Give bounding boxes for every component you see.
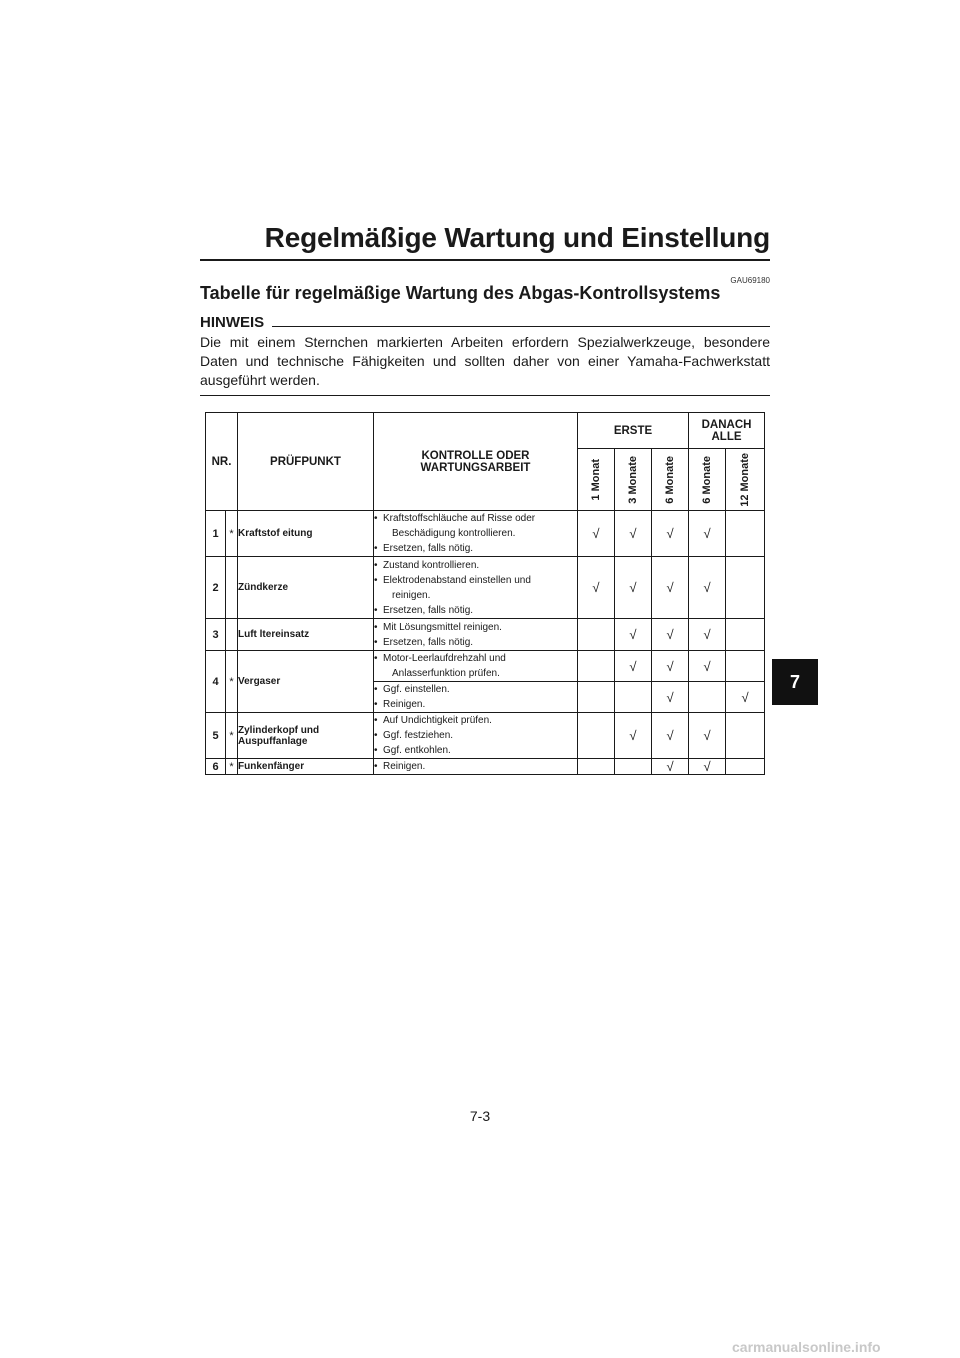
row-item: Zündkerze	[238, 557, 374, 619]
special-tool-mark	[226, 557, 238, 619]
task-item: • Motor-Leerlaufdrehzahl und Anlasserfunktion prüfen.	[374, 651, 577, 681]
table-row	[206, 713, 765, 759]
check-mark: √	[689, 557, 726, 619]
chapter-tab: 7	[772, 659, 818, 705]
header-interval-3: 6 Monate	[652, 449, 689, 511]
table-row	[206, 557, 765, 619]
check-mark: √	[615, 713, 652, 759]
row-number: 5	[206, 713, 226, 759]
row-number: 1	[206, 511, 226, 557]
table-row	[206, 651, 765, 682]
task-item: • Mit Lösungsmittel reinigen.	[374, 620, 577, 635]
task-item: • Kraftstoffschläuche auf Risse oder Beschädigung kontrollieren.	[374, 511, 577, 541]
header-interval-2: 3 Monate	[615, 449, 652, 511]
watermark: carmanualsonline.info	[732, 1339, 881, 1355]
row-item: Funkenfänger	[238, 759, 374, 775]
row-number: 6	[206, 759, 226, 775]
special-tool-mark	[226, 619, 238, 651]
note-text: Die mit einem Sternchen markierten Arbeiten erfordern Spezialwerkzeuge, besondere Daten und technische Fähigkeiten und sollten daher von einer Yamaha-Fachwerkstatt ausgeführt werden.	[200, 334, 770, 388]
page-title: Regelmäßige Wartung und Einstellung	[264, 222, 770, 253]
check-mark: √	[652, 619, 689, 651]
special-tool-mark: *	[226, 511, 238, 557]
task-item: • Zustand kontrollieren.	[374, 558, 577, 573]
task-item: • Ggf. entkohlen.	[374, 743, 577, 758]
task-item: • Elektrodenabstand einstellen und reinigen.	[374, 573, 577, 603]
note-label: HINWEIS	[200, 314, 265, 331]
task-item: • Ggf. einstellen.	[374, 682, 577, 697]
row-number: 3	[206, 619, 226, 651]
table-row	[206, 759, 765, 775]
check-mark: √	[726, 682, 765, 713]
task-item: • Auf Undichtigkeit prüfen.	[374, 713, 577, 728]
page-number: 7-3	[469, 1108, 491, 1124]
check-mark: √	[615, 619, 652, 651]
row-item: Vergaser	[238, 651, 374, 713]
table-row	[206, 511, 765, 557]
check-mark: √	[652, 511, 689, 557]
task-item: • Ersetzen, falls nötig.	[374, 603, 577, 618]
row-item: Kraftstof eitung	[238, 511, 374, 557]
row-number: 2	[206, 557, 226, 619]
title-rule	[200, 259, 770, 261]
check-mark: √	[652, 759, 689, 775]
special-tool-mark: *	[226, 713, 238, 759]
note-rule	[272, 326, 770, 327]
special-tool-mark: *	[226, 651, 238, 713]
check-mark: √	[615, 557, 652, 619]
check-mark: √	[689, 511, 726, 557]
check-mark: √	[578, 511, 615, 557]
row-tasks	[374, 619, 578, 651]
check-mark: √	[689, 759, 726, 775]
check-mark: √	[652, 682, 689, 713]
document-code: GAU69180	[730, 276, 770, 285]
check-mark: √	[689, 713, 726, 759]
check-mark: √	[652, 713, 689, 759]
maintenance-table	[205, 412, 765, 775]
check-mark: √	[689, 651, 726, 682]
task-item: • Ggf. festziehen.	[374, 728, 577, 743]
table-row	[206, 619, 765, 651]
row-number: 4	[206, 651, 226, 713]
task-item: • Reinigen.	[374, 759, 577, 774]
check-mark: √	[689, 619, 726, 651]
header-then: DANACH ALLE	[689, 413, 765, 449]
check-mark: √	[615, 511, 652, 557]
header-interval-1: 1 Monat	[578, 449, 615, 511]
special-tool-mark: *	[226, 759, 238, 775]
row-tasks	[374, 651, 578, 682]
section-title: Tabelle für regelmäßige Wartung des Abgas-Kontrollsystems	[200, 283, 721, 303]
task-item: • Ersetzen, falls nötig.	[374, 635, 577, 650]
row-tasks	[374, 759, 578, 775]
task-item: • Ersetzen, falls nötig.	[374, 541, 577, 556]
header-nr: NR.	[206, 413, 238, 511]
task-item: • Reinigen.	[374, 697, 577, 712]
row-tasks	[374, 713, 578, 759]
check-mark: √	[615, 651, 652, 682]
check-mark: √	[652, 557, 689, 619]
header-task: KONTROLLE ODER WARTUNGSARBEIT	[374, 413, 578, 511]
header-first: ERSTE	[578, 413, 689, 449]
row-tasks	[374, 511, 578, 557]
check-mark: √	[578, 557, 615, 619]
row-item: Zylinderkopf und Auspuffanlage	[238, 713, 374, 759]
header-interval-4: 6 Monate	[689, 449, 726, 511]
check-mark: √	[652, 651, 689, 682]
row-tasks	[374, 682, 578, 713]
row-item: Luft ltereinsatz	[238, 619, 374, 651]
note-end-rule	[200, 395, 770, 396]
row-tasks	[374, 557, 578, 619]
header-item: PRÜFPUNKT	[238, 413, 374, 511]
header-interval-5: 12 Monate	[726, 449, 765, 511]
